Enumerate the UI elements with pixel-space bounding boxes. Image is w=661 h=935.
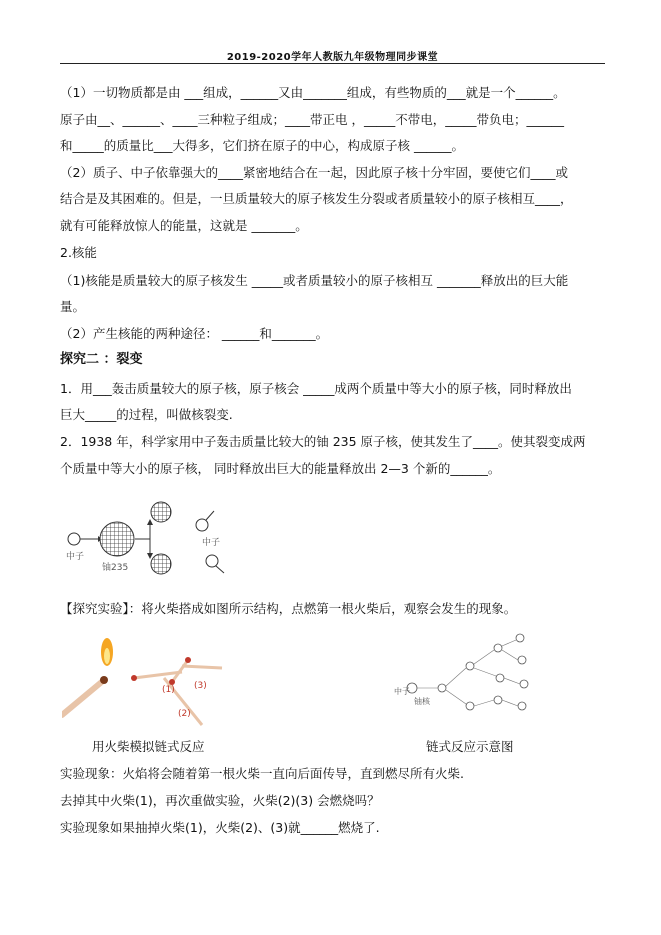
- section-heading: 探究二 ：裂变: [60, 352, 143, 367]
- arrowhead: [147, 519, 153, 525]
- match-label-2: (2): [178, 709, 191, 719]
- text-line: （2）产生核能的两种途径： ______和_______。: [60, 326, 329, 341]
- chain-figure-caption: 链式反应示意图: [426, 739, 514, 754]
- uranium-nucleus: [100, 522, 134, 556]
- match-figure-caption: 用火柴模拟链式反应: [92, 739, 205, 754]
- fragment-nucleus: [151, 502, 171, 522]
- text-line: 结合是及其困难的。但是，一旦质量较大的原子核发生分裂或者质量较小的原子核相互____，: [60, 191, 573, 206]
- text-line: 个质量中等大小的原子核， 同时释放出巨大的能量释放出 2—3 个新的______。: [60, 461, 501, 476]
- experiment-instruction: 【探究实验】：将火柴搭成如图所示结构，点燃第一根火柴后，观察会发生的现象。: [60, 601, 517, 616]
- text-line: 1．用___轰击质量较大的原子核，原子核会 _____成两个质量中等大小的原子核，同时释放出: [60, 381, 572, 396]
- match-label-1: (1): [162, 685, 175, 695]
- uranium-label: 铀235: [102, 563, 129, 573]
- text-line: （1）一切物质都是由 ___组成，______又由_______组成，有些物质的___就是一个______。: [60, 85, 566, 100]
- chain-reaction-figure: [390, 630, 540, 720]
- section-heading: 2.核能: [60, 245, 97, 260]
- uranium-label: 铀核: [414, 697, 430, 706]
- match-label-3: (3): [194, 681, 207, 691]
- text-line: 原子由__、______、____三种粒子组成；____带正电 ，_____不带电，_____带负电；______: [60, 112, 564, 127]
- neutron-label: 中子: [202, 538, 221, 548]
- text-line: 2．1938 年，科学家用中子轰击质量比较大的铀 235 原子核，使其发生了____。使其裂变成两: [60, 434, 586, 449]
- match-head: [131, 675, 137, 681]
- released-neutron: [196, 519, 208, 531]
- fission-diagram: [62, 495, 247, 580]
- arrowhead: [147, 553, 153, 559]
- neutron-circle: [68, 533, 80, 545]
- text-line: 量。: [60, 299, 86, 314]
- text-line: 实验现象：火焰将会随着第一根火柴一直向后面传导，直到燃尽所有火柴.: [60, 766, 464, 781]
- text-line: 巨大_____的过程，叫做核裂变.: [60, 407, 233, 422]
- neutron-label: 中子: [66, 552, 85, 562]
- text-line: （1)核能是质量较大的原子核发生 _____或者质量较小的原子核相互 _______释放出的巨大能: [60, 273, 569, 288]
- neutron-label: 中子: [394, 687, 410, 696]
- released-neutron: [206, 555, 218, 567]
- match-chain-figure: [62, 630, 232, 730]
- document-header: 2019-2020学年人教版九年级物理同步课堂: [226, 52, 439, 63]
- text-line: 实验现象如果抽掉火柴(1)，火柴(2)、(3)就______燃烧了.: [60, 820, 380, 835]
- text-line: （2）质子、中子依靠强大的____紧密地结合在一起，因此原子核十分牢固，要使它们____或: [60, 165, 568, 180]
- text-line: 就有可能释放惊人的能量，这就是 _______。: [60, 218, 308, 233]
- held-match: [62, 680, 104, 715]
- text-line: 去掉其中火柴(1)，再次重做实验，火柴(2)(3) 会燃烧吗？: [60, 793, 380, 808]
- text-line: 和_____的质量比___大得多，它们挤在原子的中心，构成原子核 ______。: [60, 138, 464, 153]
- header-divider: [60, 63, 605, 64]
- fragment-nucleus: [151, 554, 171, 574]
